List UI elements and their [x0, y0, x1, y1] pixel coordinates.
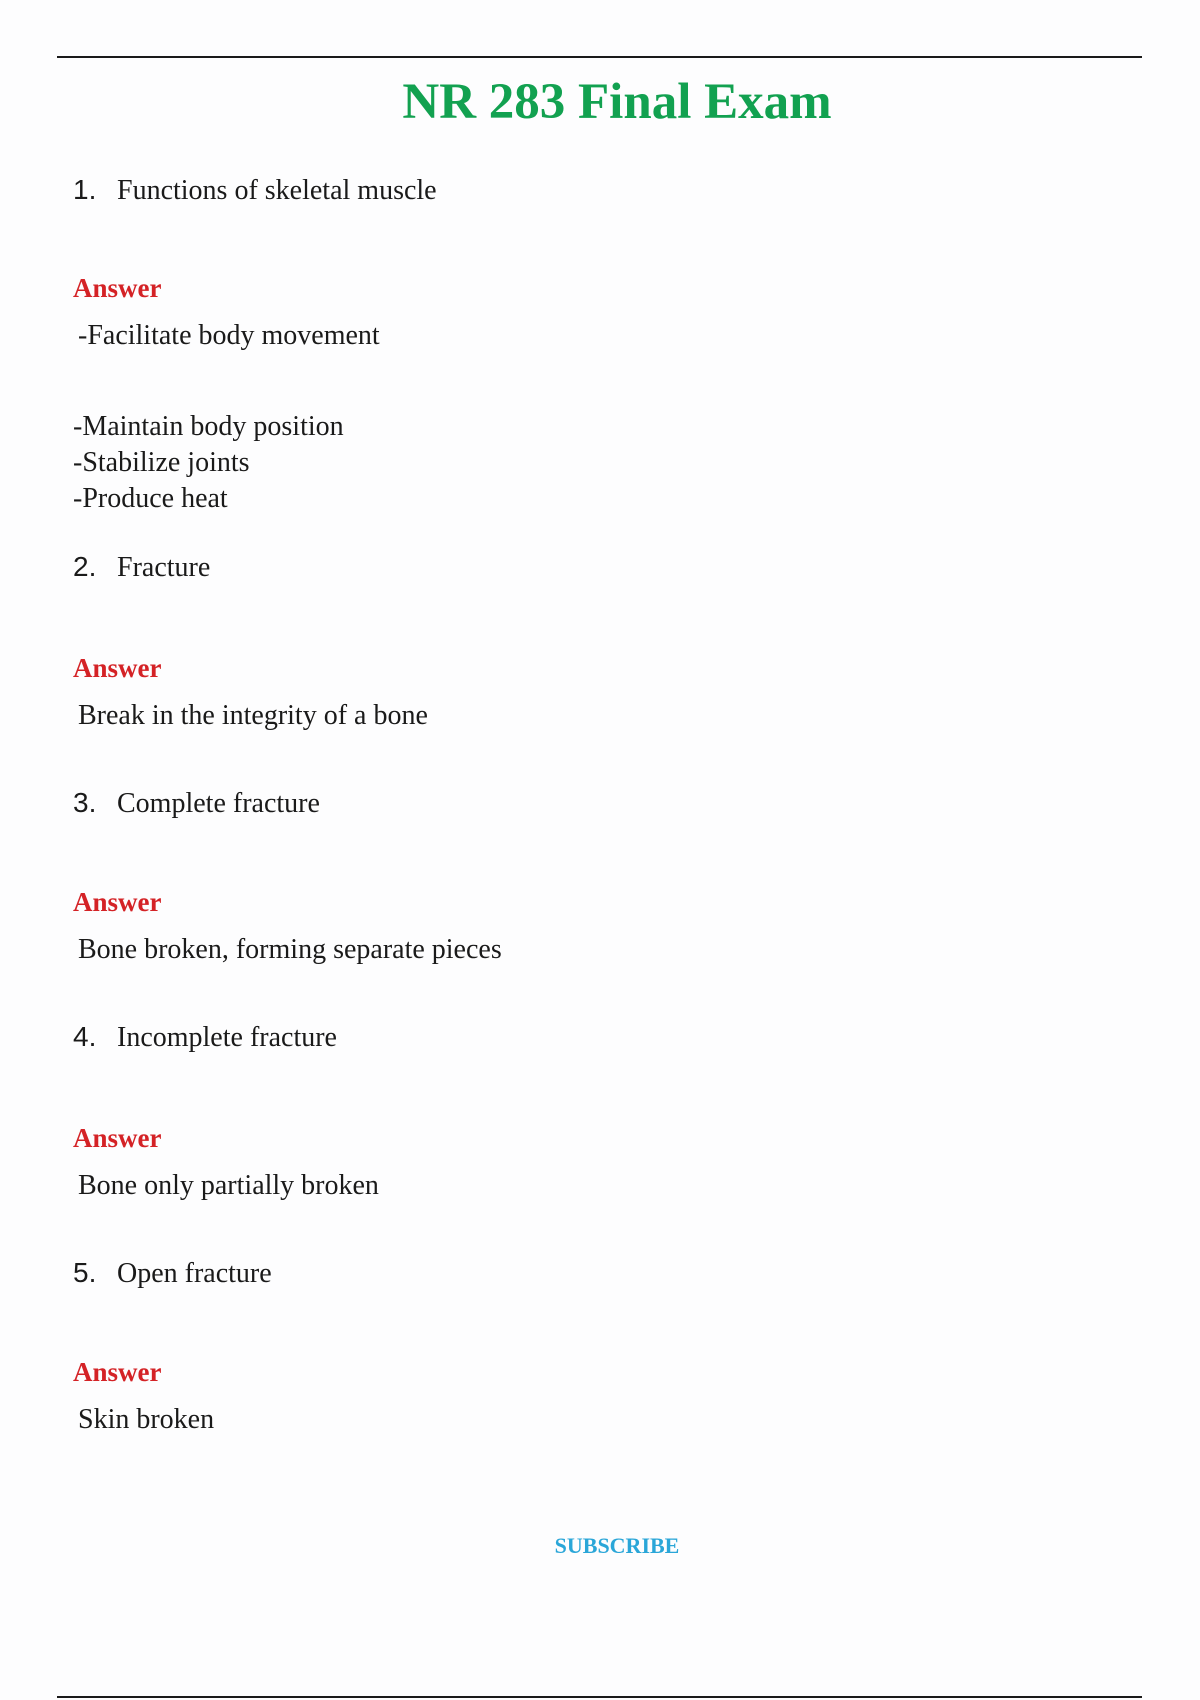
answer-line: -Stabilize joints	[73, 447, 250, 478]
question-number: 2.	[73, 551, 97, 582]
subscribe-link[interactable]: SUBSCRIBE	[554, 1533, 680, 1558]
top-divider	[57, 56, 1142, 58]
question-number: 1.	[73, 174, 97, 205]
answer-label: Answer	[73, 887, 162, 917]
answer-list	[73, 409, 344, 517]
answer-text: Break in the integrity of a bone	[78, 700, 428, 731]
answer-line: -Maintain body position	[73, 411, 344, 442]
answer-label: Answer	[73, 1357, 162, 1387]
question-text: Incomplete fracture	[117, 1022, 337, 1053]
question-2	[73, 551, 210, 584]
question-number: 3.	[73, 787, 97, 818]
question-4	[73, 1021, 337, 1054]
answer-text: Skin broken	[78, 1404, 215, 1435]
answer-label: Answer	[73, 273, 162, 303]
question-3	[73, 787, 320, 820]
question-number: 4.	[73, 1021, 97, 1052]
question-text: Open fracture	[117, 1258, 272, 1289]
question-text: Fracture	[117, 552, 211, 583]
question-5	[73, 1257, 272, 1290]
answer-text: Bone only partially broken	[78, 1170, 379, 1201]
page-title: NR 283 Final Exam	[402, 74, 832, 130]
answer-text: -Facilitate body movement	[78, 320, 380, 351]
answer-line: -Produce heat	[73, 483, 228, 514]
answer-label: Answer	[73, 653, 162, 683]
question-1	[73, 174, 437, 207]
question-text: Functions of skeletal muscle	[117, 175, 437, 206]
answer-text: Bone broken, forming separate pieces	[78, 934, 502, 965]
question-text: Complete fracture	[117, 788, 320, 819]
bottom-divider	[57, 1696, 1142, 1698]
question-number: 5.	[73, 1257, 97, 1288]
answer-label: Answer	[73, 1123, 162, 1153]
